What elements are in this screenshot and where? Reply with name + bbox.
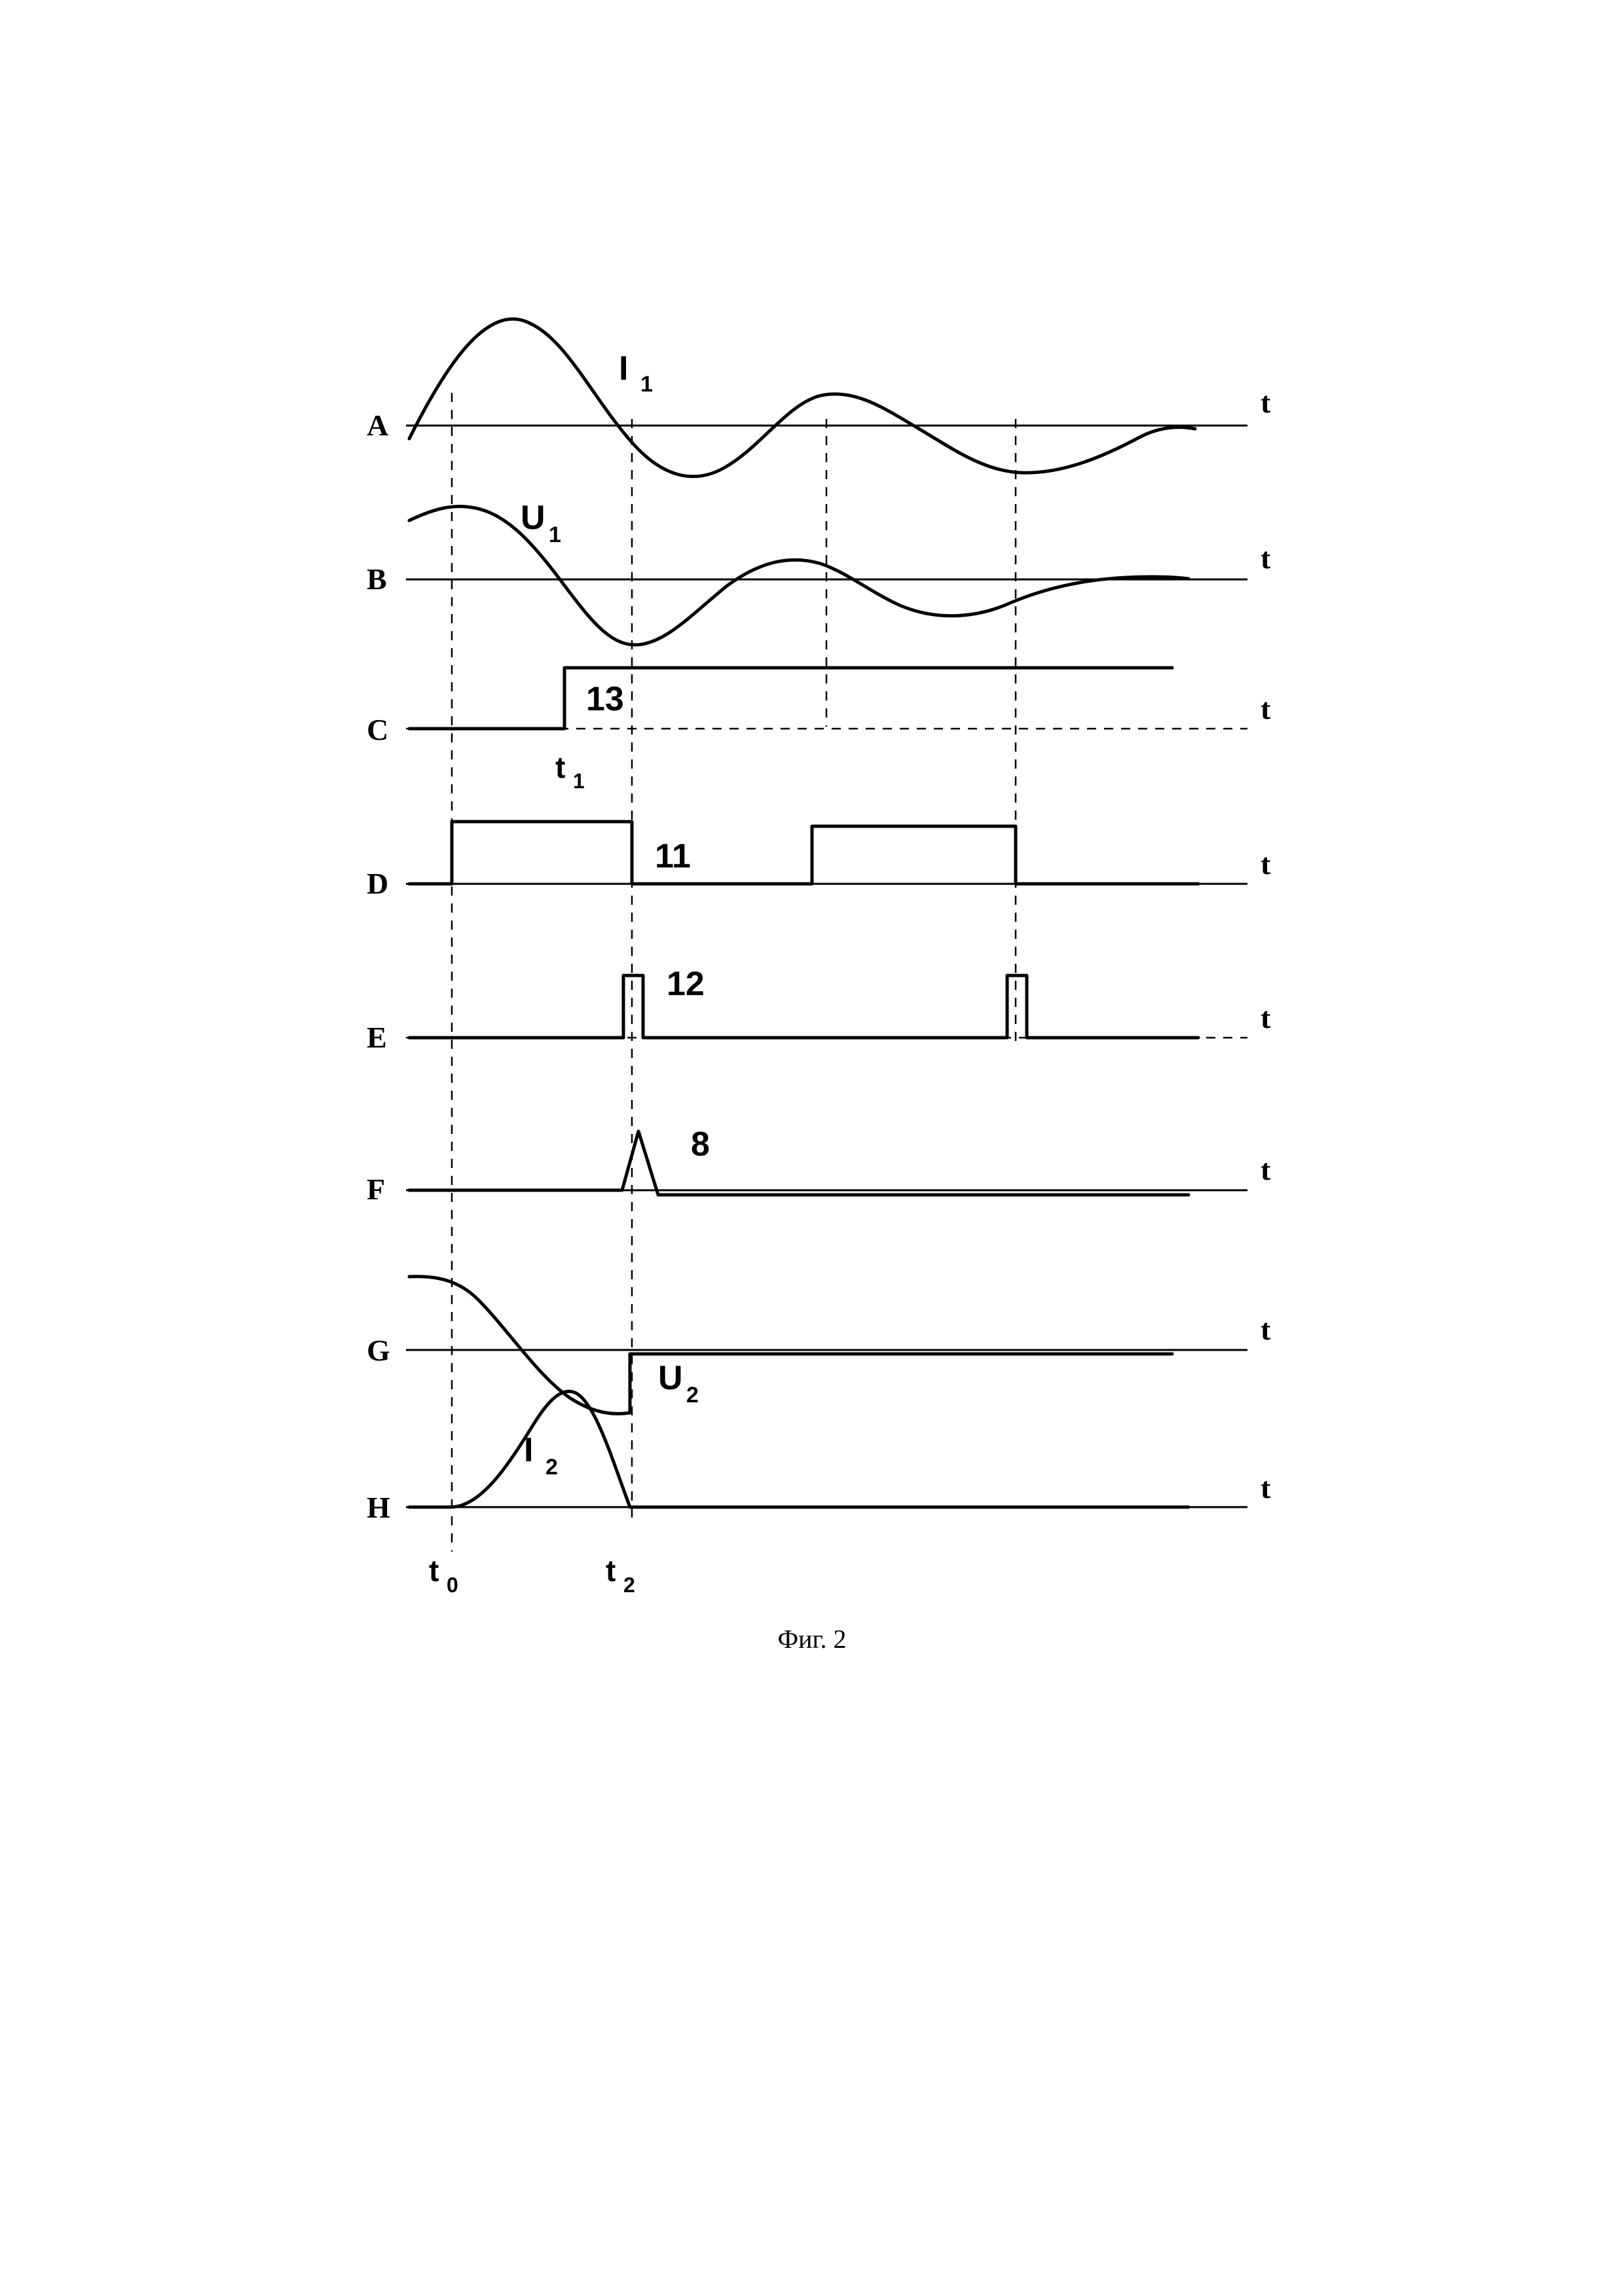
time-label-t0: t <box>429 1554 439 1588</box>
signal-label-G: U <box>658 1359 683 1397</box>
guide-lines <box>452 393 1016 1552</box>
row-label-H: H <box>367 1491 390 1524</box>
row-label-A: A <box>367 409 389 442</box>
row-F <box>367 1125 1271 1206</box>
signal-sub-B: 1 <box>549 522 561 547</box>
row-B <box>367 499 1271 645</box>
row-G <box>367 1277 1271 1414</box>
axis-label-E: t <box>1261 1001 1271 1034</box>
signal-sub-A: 1 <box>640 372 653 397</box>
signal-label-A: I <box>619 350 629 388</box>
signal-sub-H: 2 <box>545 1455 558 1480</box>
axis-label-B: t <box>1261 541 1271 575</box>
waveform-G <box>409 1277 1172 1414</box>
waveform-F <box>409 1131 1189 1195</box>
time-sub-t2: 2 <box>623 1573 635 1597</box>
row-label-D: D <box>367 867 389 900</box>
time-sub-t0: 0 <box>447 1573 458 1597</box>
signal-label-D: 11 <box>655 837 691 875</box>
figure-caption: Фиг. 2 <box>777 1624 847 1654</box>
axis-label-A: t <box>1261 386 1271 419</box>
row-label-F: F <box>367 1173 386 1206</box>
waveform-D <box>409 822 1198 884</box>
row-label-G: G <box>367 1334 390 1367</box>
signal-sub-G: 2 <box>686 1383 699 1408</box>
waveform-A <box>409 319 1195 477</box>
signal-label-E: 12 <box>667 965 705 1003</box>
axis-label-H: t <box>1261 1471 1271 1504</box>
row-E <box>367 965 1271 1054</box>
time-label-t2: t <box>606 1554 616 1588</box>
signal-label-C: 13 <box>586 680 624 718</box>
axis-label-G: t <box>1261 1313 1271 1346</box>
row-C <box>367 668 1271 793</box>
row-D <box>367 822 1271 900</box>
row-label-B: B <box>367 562 387 596</box>
signal-label-F: 8 <box>691 1125 710 1163</box>
waveform-E <box>409 975 1198 1038</box>
time-axis-marks <box>429 1554 635 1597</box>
signal-label-B: U <box>521 499 545 537</box>
row-label-C: C <box>367 713 389 746</box>
time-label-t1: t <box>555 750 566 784</box>
time-sub-t1: 1 <box>573 769 585 793</box>
axis-label-C: t <box>1261 692 1271 725</box>
row-H <box>367 1391 1271 1524</box>
row-label-E: E <box>367 1021 387 1054</box>
signal-label-H: I <box>524 1431 534 1469</box>
axis-label-D: t <box>1261 847 1271 881</box>
row-A <box>367 319 1271 477</box>
axis-label-F: t <box>1261 1153 1271 1186</box>
waveform-C <box>409 668 1172 729</box>
